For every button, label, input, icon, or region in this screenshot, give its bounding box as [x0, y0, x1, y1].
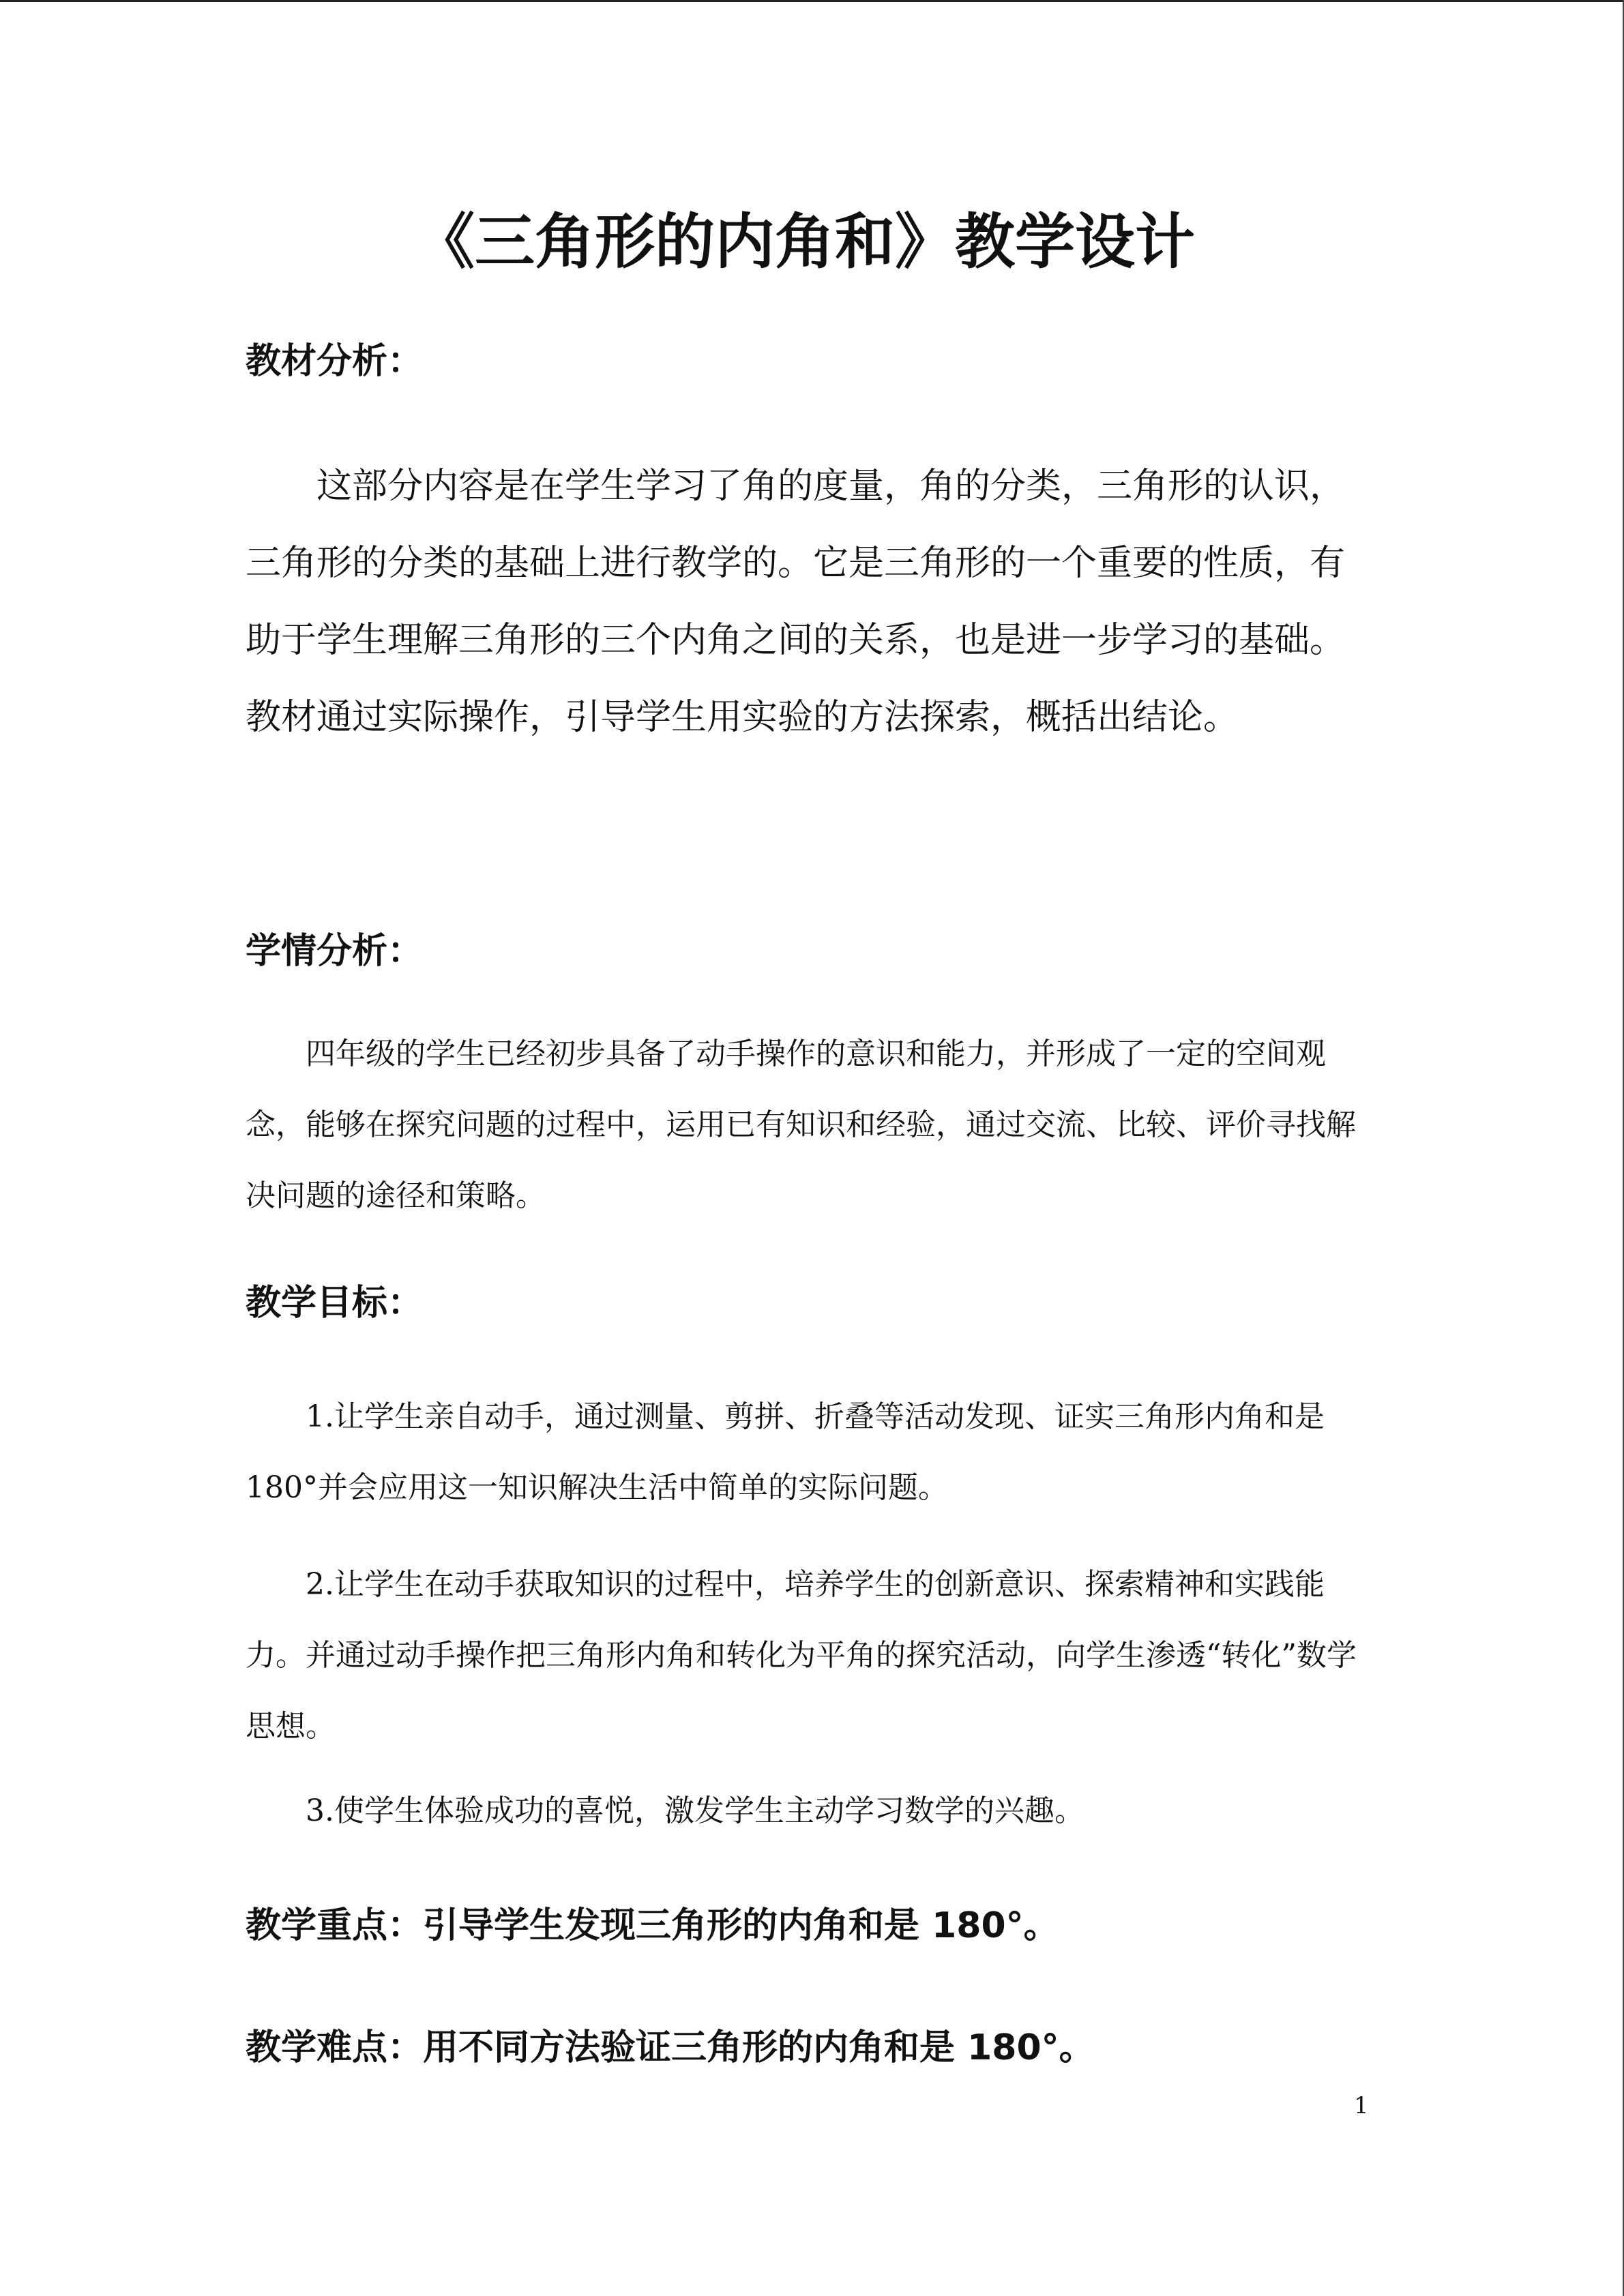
paragraph-student-analysis: 四年级的学生已经初步具备了动手操作的意识和能力，并形成了一定的空间观念，能够在探究问题的过程中，运用已有知识和经验，通过交流、比较、评价寻找解决问题的途径和策略。 — [246, 1037, 1356, 1213]
difficult-point-value: 用不同方法验证三角形的内角和是 180°。 — [423, 2027, 1095, 2068]
difficult-point-line — [246, 2024, 1095, 2072]
paragraph-textbook-analysis: 这部分内容是在学生学习了角的度量，角的分类，三角形的认识，三角形的分类的基础上进行教学的。它是三角形的一个重要的性质，有助于学生理解三角形的三个内角之间的关系，也是进一步学习的基础。教材通过实际操作，引导学生用实验的方法探索，概括出结论。 — [246, 466, 1346, 738]
key-point-label: 教学重点： — [246, 1905, 424, 1946]
key-point-value: 引导学生发现三角形的内角和是 180°。 — [423, 1905, 1059, 1946]
heading-teaching-goals: 教学目标： — [246, 1283, 424, 1324]
teaching-goal-item-1: 1.让学生亲自动手，通过测量、剪拼、折叠等活动发现、证实三角形内角和是 180°并会应用这一知识解决生活中简单的实际问题。 — [246, 1399, 1325, 1505]
heading-textbook-analysis: 教材分析： — [246, 341, 424, 382]
document-title: 《三角形的内角和》教学设计 — [414, 207, 1195, 277]
document-page — [246, 0, 1364, 2296]
teaching-goal-item-3: 3.使学生体验成功的喜悦，激发学生主动学习数学的兴趣。 — [306, 1793, 1084, 1828]
key-point-line — [246, 1902, 1059, 1950]
heading-student-analysis: 学情分析： — [246, 931, 424, 972]
page-number: 1 — [1354, 2092, 1369, 2119]
difficult-point-label: 教学难点： — [246, 2027, 424, 2068]
teaching-goal-item-2: 2.让学生在动手获取知识的过程中，培养学生的创新意识、探索精神和实践能力。并通过动手操作把三角形内角和转化为平角的探究活动，向学生渗透“转化”数学思想。 — [246, 1567, 1357, 1744]
